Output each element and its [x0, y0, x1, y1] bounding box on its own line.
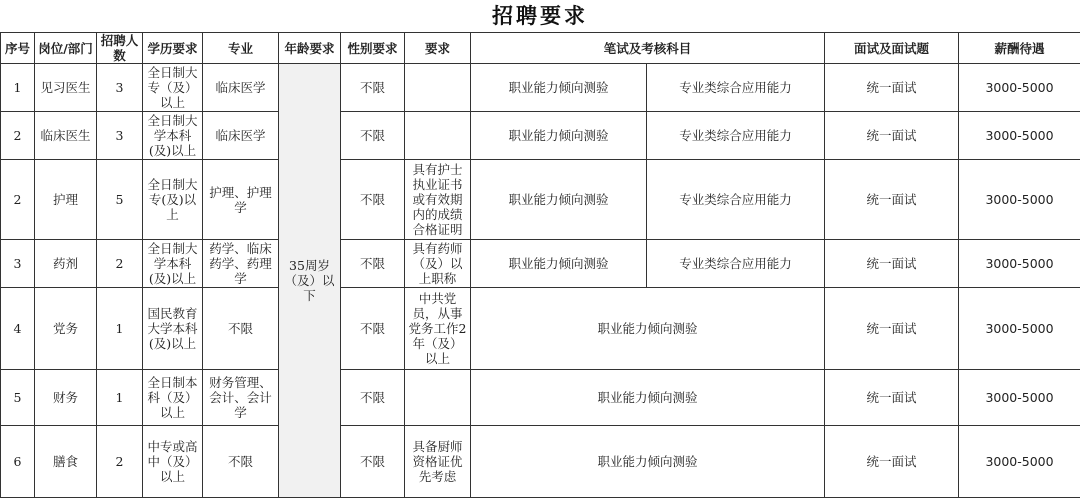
cell-major: 护理、护理学 — [203, 160, 279, 240]
cell-interview: 统一面试 — [825, 112, 959, 160]
header-post: 岗位/部门 — [35, 33, 97, 64]
table-row — [1, 240, 1080, 288]
cell-salary: 3000-5000 — [959, 240, 1080, 288]
cell-requirement: 具有药师（及）以上职称 — [405, 240, 471, 288]
header-row — [1, 33, 1080, 64]
header-interview: 面试及面试题 — [825, 33, 959, 64]
cell-exam-1: 职业能力倾向测验 — [471, 370, 825, 426]
recruitment-table — [0, 32, 1080, 498]
cell-count: 1 — [97, 370, 143, 426]
table-row — [1, 160, 1080, 240]
cell-exam-1: 职业能力倾向测验 — [471, 288, 825, 370]
cell-education: 全日制本科（及）以上 — [143, 370, 203, 426]
cell-exam-2: 专业类综合应用能力 — [647, 240, 825, 288]
header-requirement: 要求 — [405, 33, 471, 64]
cell-gender: 不限 — [341, 426, 405, 498]
header-salary: 薪酬待遇 — [959, 33, 1080, 64]
table-row — [1, 370, 1080, 426]
cell-post: 财务 — [35, 370, 97, 426]
cell-seq: 6 — [1, 426, 35, 498]
cell-salary: 3000-5000 — [959, 112, 1080, 160]
cell-seq: 4 — [1, 288, 35, 370]
cell-seq: 1 — [1, 64, 35, 112]
header-count: 招聘人数 — [97, 33, 143, 64]
table-row — [1, 112, 1080, 160]
cell-interview: 统一面试 — [825, 240, 959, 288]
cell-interview: 统一面试 — [825, 426, 959, 498]
cell-seq: 2 — [1, 112, 35, 160]
cell-interview: 统一面试 — [825, 288, 959, 370]
cell-major: 药学、临床药学、药理学 — [203, 240, 279, 288]
header-gender: 性别要求 — [341, 33, 405, 64]
header-exam: 笔试及考核科目 — [471, 33, 825, 64]
cell-requirement — [405, 112, 471, 160]
cell-salary: 3000-5000 — [959, 160, 1080, 240]
cell-post: 药剂 — [35, 240, 97, 288]
cell-count: 1 — [97, 288, 143, 370]
cell-major: 不限 — [203, 426, 279, 498]
cell-exam-1: 职业能力倾向测验 — [471, 160, 647, 240]
header-age: 年龄要求 — [279, 33, 341, 64]
cell-gender: 不限 — [341, 112, 405, 160]
cell-count: 2 — [97, 240, 143, 288]
header-seq: 序号 — [1, 33, 35, 64]
cell-gender: 不限 — [341, 240, 405, 288]
cell-salary: 3000-5000 — [959, 288, 1080, 370]
cell-gender: 不限 — [341, 370, 405, 426]
cell-exam-1: 职业能力倾向测验 — [471, 426, 825, 498]
cell-exam-1: 职业能力倾向测验 — [471, 64, 647, 112]
cell-education: 中专或高中（及）以上 — [143, 426, 203, 498]
cell-interview: 统一面试 — [825, 160, 959, 240]
cell-gender: 不限 — [341, 160, 405, 240]
cell-interview: 统一面试 — [825, 370, 959, 426]
table-row — [1, 426, 1080, 498]
cell-post: 膳食 — [35, 426, 97, 498]
header-education: 学历要求 — [143, 33, 203, 64]
table-row — [1, 64, 1080, 112]
cell-post: 党务 — [35, 288, 97, 370]
cell-exam-1: 职业能力倾向测验 — [471, 112, 647, 160]
cell-major: 临床医学 — [203, 64, 279, 112]
cell-requirement: 具备厨师资格证优先考虑 — [405, 426, 471, 498]
cell-education: 全日制大专(及)以上 — [143, 160, 203, 240]
cell-count: 5 — [97, 160, 143, 240]
cell-count: 2 — [97, 426, 143, 498]
cell-count: 3 — [97, 112, 143, 160]
cell-post: 护理 — [35, 160, 97, 240]
cell-gender: 不限 — [341, 288, 405, 370]
cell-exam-2: 专业类综合应用能力 — [647, 160, 825, 240]
cell-exam-2: 专业类综合应用能力 — [647, 112, 825, 160]
cell-exam-1: 职业能力倾向测验 — [471, 240, 647, 288]
cell-requirement — [405, 370, 471, 426]
header-major: 专业 — [203, 33, 279, 64]
cell-education: 国民教育大学本科(及)以上 — [143, 288, 203, 370]
cell-major: 不限 — [203, 288, 279, 370]
cell-age-requirement: 35周岁（及）以下 — [279, 64, 341, 498]
cell-gender: 不限 — [341, 64, 405, 112]
cell-count: 3 — [97, 64, 143, 112]
page-title: 招聘要求 — [492, 3, 588, 28]
cell-requirement: 中共党员，从事党务工作2年（及）以上 — [405, 288, 471, 370]
cell-seq: 2 — [1, 160, 35, 240]
cell-requirement: 具有护士执业证书或有效期内的成绩合格证明 — [405, 160, 471, 240]
cell-post: 见习医生 — [35, 64, 97, 112]
cell-requirement — [405, 64, 471, 112]
cell-education: 全日制大专（及）以上 — [143, 64, 203, 112]
cell-exam-2: 专业类综合应用能力 — [647, 64, 825, 112]
cell-salary: 3000-5000 — [959, 370, 1080, 426]
cell-post: 临床医生 — [35, 112, 97, 160]
cell-salary: 3000-5000 — [959, 426, 1080, 498]
cell-salary: 3000-5000 — [959, 64, 1080, 112]
cell-major: 临床医学 — [203, 112, 279, 160]
cell-major: 财务管理、会计、会计学 — [203, 370, 279, 426]
cell-interview: 统一面试 — [825, 64, 959, 112]
cell-seq: 5 — [1, 370, 35, 426]
cell-seq: 3 — [1, 240, 35, 288]
cell-education: 全日制大学本科(及)以上 — [143, 112, 203, 160]
table-row — [1, 288, 1080, 370]
cell-education: 全日制大学本科(及)以上 — [143, 240, 203, 288]
